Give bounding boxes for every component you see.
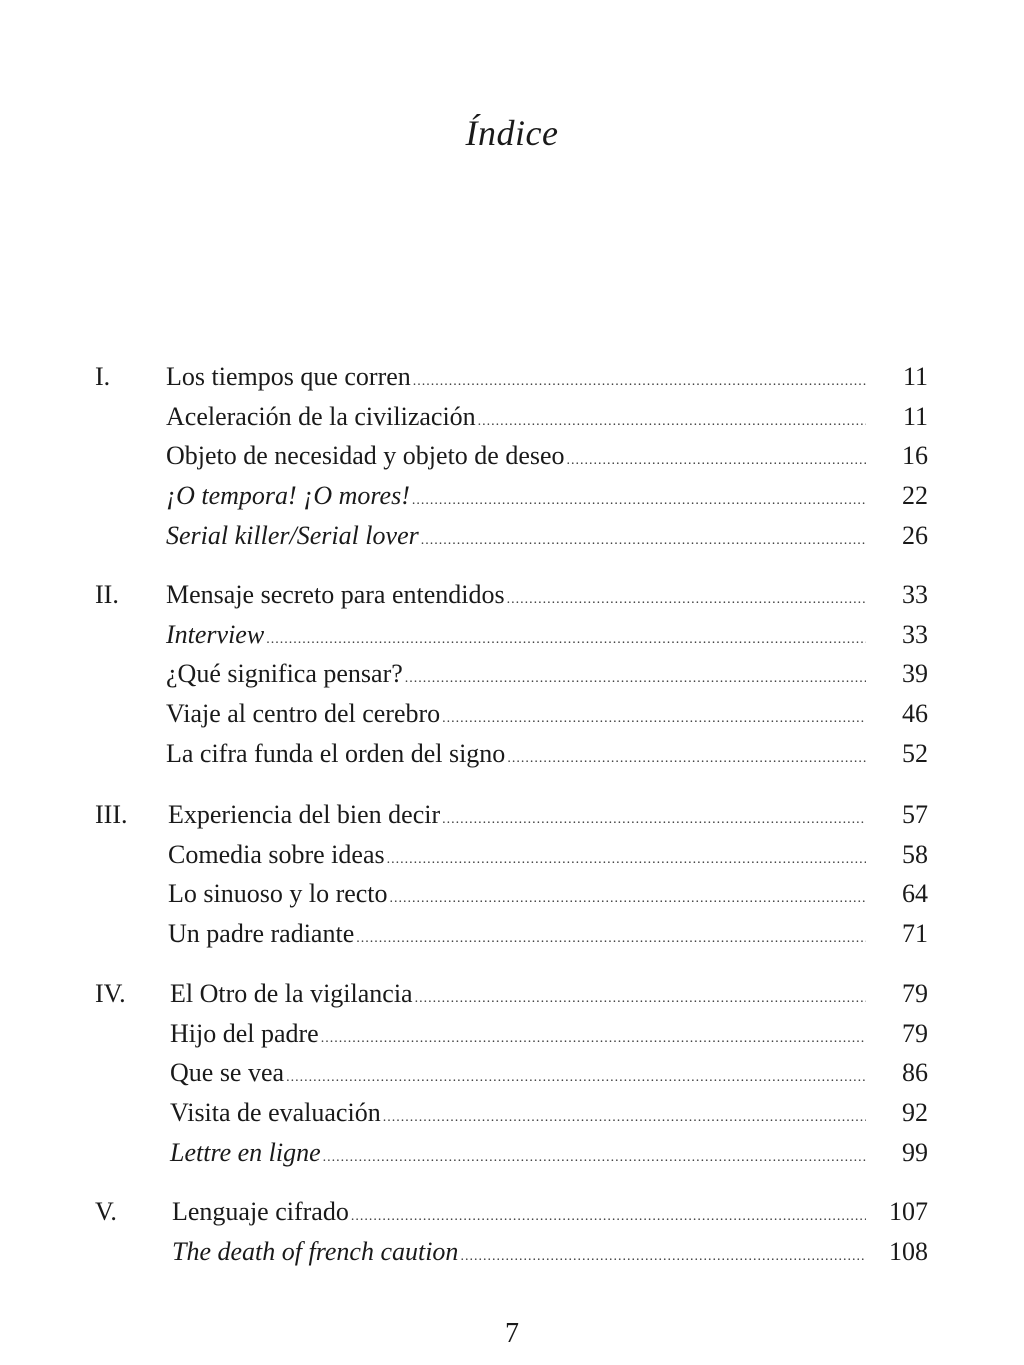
toc-entry-title: Viaje al centro del cerebro	[166, 699, 441, 729]
toc-entry[interactable]	[166, 737, 866, 771]
section-numeral: V.	[95, 1197, 117, 1226]
toc-entry-title: La cifra funda el orden del signo	[166, 738, 506, 768]
toc-entry[interactable]	[168, 838, 866, 872]
toc-entry-title: Que se vea	[170, 1058, 285, 1088]
toc-entry[interactable]	[166, 439, 866, 473]
toc-entry-title: Serial killer/Serial lover	[166, 520, 419, 550]
toc-entry-title: El Otro de la vigilancia	[170, 979, 413, 1008]
toc-entry-page: 64	[902, 879, 928, 909]
toc-entry-page: 71	[902, 919, 928, 949]
dot-leader	[415, 982, 866, 1016]
dot-leader	[413, 365, 866, 399]
dot-leader	[507, 583, 866, 617]
section-numeral: III.	[95, 800, 128, 829]
toc-entry[interactable]	[170, 977, 866, 1011]
toc-entry-title: Interview	[166, 619, 265, 649]
page-number: 7	[505, 1318, 519, 1349]
toc-entry-page: 11	[902, 401, 928, 431]
toc-entry-title: Lo sinuoso y lo recto	[168, 879, 388, 909]
toc-entry-page: 57	[902, 800, 928, 829]
dot-leader	[421, 524, 866, 558]
toc-entry-title: Hijo del padre	[170, 1018, 319, 1048]
toc-entry-page: 33	[902, 619, 928, 649]
dot-leader	[387, 843, 866, 877]
dot-leader	[567, 444, 866, 478]
toc-entry-page: 46	[902, 699, 928, 729]
toc-entry[interactable]	[166, 400, 866, 434]
dot-leader	[390, 882, 866, 916]
toc-entry[interactable]	[166, 519, 866, 553]
dot-leader	[405, 662, 866, 696]
page-title: Índice	[465, 113, 559, 153]
toc-entry-page: 11	[902, 362, 928, 391]
dot-leader	[323, 1141, 866, 1175]
toc-entry-page: 26	[902, 520, 928, 550]
toc-entry-page: 16	[902, 441, 928, 471]
toc-entry-title: Lettre en ligne	[170, 1137, 321, 1167]
toc-entry[interactable]	[166, 360, 866, 394]
toc-entry[interactable]	[166, 657, 866, 691]
toc-entry-page: 39	[902, 659, 928, 689]
toc-entry-title: ¿Qué significa pensar?	[166, 659, 403, 689]
toc-entry-page: 33	[902, 580, 928, 609]
toc-entry[interactable]	[172, 1235, 866, 1269]
dot-leader	[442, 702, 866, 736]
toc-entry-page: 79	[902, 979, 928, 1008]
toc-entry[interactable]	[170, 1096, 866, 1130]
dot-leader	[351, 1200, 866, 1234]
section-numeral: I.	[95, 362, 111, 391]
toc-entry-page: 99	[902, 1137, 928, 1167]
dot-leader	[321, 1022, 866, 1056]
toc-entry-page: 52	[902, 738, 928, 768]
dot-leader	[507, 742, 866, 776]
dot-leader	[412, 484, 866, 518]
toc-entry-page: 58	[902, 839, 928, 869]
toc-entry[interactable]	[166, 618, 866, 652]
toc-entry-page: 92	[902, 1098, 928, 1128]
toc-entry-title: Aceleración de la civilización	[166, 401, 476, 431]
toc-entry-title: Visita de evaluación	[170, 1098, 381, 1128]
dot-leader	[286, 1061, 866, 1095]
toc-entry[interactable]	[170, 1136, 866, 1170]
toc-entry[interactable]	[166, 578, 866, 612]
toc-entry[interactable]	[168, 917, 866, 951]
toc-entry-page: 107	[889, 1197, 928, 1226]
section-numeral: IV.	[95, 979, 126, 1008]
dot-leader	[266, 623, 866, 657]
toc-entry-title: Mensaje secreto para entendidos	[166, 580, 505, 609]
toc-entry[interactable]	[172, 1195, 866, 1229]
toc-entry[interactable]	[168, 798, 866, 832]
toc-entry-title: Comedia sobre ideas	[168, 839, 385, 869]
toc-entry[interactable]	[166, 697, 866, 731]
toc-entry-title: The death of french caution	[172, 1236, 459, 1266]
toc-entry-title: Experiencia del bien decir	[168, 800, 441, 829]
dot-leader	[478, 405, 866, 439]
toc-entry-page: 22	[902, 481, 928, 511]
toc-entry-title: Lenguaje cifrado	[172, 1197, 349, 1226]
toc-entry-title: Objeto de necesidad y objeto de deseo	[166, 441, 565, 471]
toc-entry[interactable]	[168, 877, 866, 911]
toc-entry-title: Los tiempos que corren	[166, 362, 411, 391]
toc-entry[interactable]	[166, 479, 866, 513]
dot-leader	[460, 1240, 866, 1274]
section-numeral: II.	[95, 580, 119, 609]
dot-leader	[356, 922, 866, 956]
toc-entry[interactable]	[170, 1056, 866, 1090]
toc-entry-title: ¡O tempora! ¡O mores!	[166, 481, 410, 511]
toc-entry[interactable]	[170, 1017, 866, 1051]
toc-entry-page: 79	[902, 1018, 928, 1048]
toc-entry-page: 86	[902, 1058, 928, 1088]
toc-entry-page: 108	[889, 1236, 928, 1266]
dot-leader	[442, 803, 866, 837]
dot-leader	[383, 1101, 866, 1135]
toc-entry-title: Un padre radiante	[168, 919, 355, 949]
